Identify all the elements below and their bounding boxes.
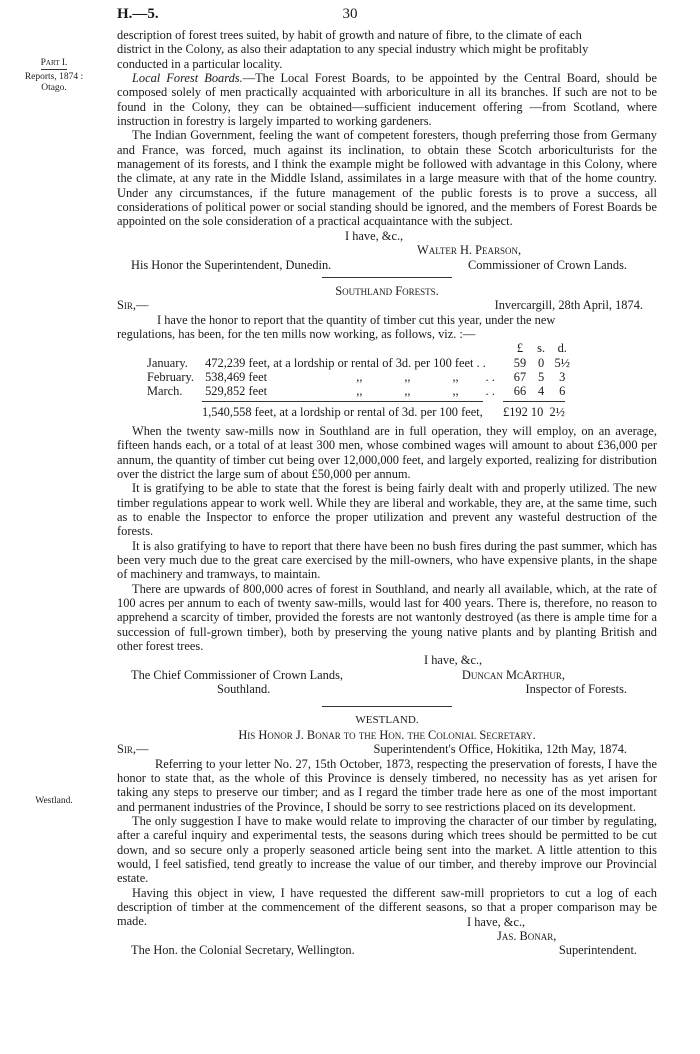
southland-paragraph: It is gratifying to be able to state that the forest is being fairly dealt with and properly utilized. The new timber regulations appear to work well. While they are liberal and workable, they are, at the same time, such as to enable the Inspector to enforce the proper utilization and prevent any wasteful destruction of the forests. [117,481,657,539]
shillings: 5 [538,369,545,384]
ditto-mark: ,, [452,369,459,384]
section-divider [322,277,452,278]
margin-part-label: Part I. [40,58,68,68]
paragraph-text: —The Local Forest Boards, to be appointed by the Central Board, should be composed solely of men practically acquainted with arboriculture in all its branches. If such are not to be found in the Colony, they can be obtained—sufficient inducement offering —from Scotland, where instruction in forestry is largely imparted to working gardeners. [117,71,657,129]
table-row [117,356,657,370]
amount: 538,469 feet [205,369,268,384]
salutation-row [117,298,657,312]
month: March. [147,384,183,399]
pounds-header: £ [516,341,524,356]
addressee: The Chief Commissioner of Crown Lands, [131,667,343,682]
ditto-mark: ,, [404,369,411,384]
paragraph-title: Local Forest Boards. [132,71,243,86]
otago-line: district in the Colony, as also their adaptation to any special industry which might be profitably [117,42,589,57]
westland-paragraph: The only suggestion I have to make would relate to improving the character of our timber by regulating, after a careful inquiry and experimental tests, the seasons during which trees should be permitted to be cut down, and so secure only a properly seasoned article being sent into the market. A little attention to this would, I feel satisfied, tend greatly to increase the value of our timber, and thereby improve our Provincial estate. [117,813,657,886]
southland-paragraph: There are upwards of 800,000 acres of forest in Southland, and nearly all available, which, at the rate of 100 acres per annum to each of twenty saw-mills, would last for 400 years. There is, therefore, no reason to apprehend a scarcity of timber, provided the forests are not wantonly destroyed (as there is ample time for a succession of full-grown timber), both by preserving the young native plants and by planting British and other forest trees. [117,581,657,654]
salutation: Sir,— [117,742,149,757]
signer-title: Superintendent. [558,943,637,958]
intro-line: I have the honor to report that the quantity of timber cut this year, under the new [157,312,556,327]
leader-dots: . . [485,369,495,384]
local-forest-boards-paragraph [117,71,657,128]
signer-name: Duncan McArthur, [461,667,565,682]
salutation-row [117,742,657,756]
month: February. [147,369,195,384]
margin-province-label: Otago. [41,83,67,93]
place-date: Invercargill, 28th April, 1874. [494,298,643,313]
pence: 6 [559,384,566,399]
shillings: 0 [538,355,545,370]
southland-paragraph: When the twenty saw-mills now in Southland are in full operation, they will employ, on an average, fifteen hands each, or a total of at least 300 men, whose combined wages will amount to about £36,000 per annum, the quantity of timber cut being over 12,000,000 feet, and largely exported, realizing for distribution over the district the large sum of about £50,000 per annum. [117,423,657,481]
southland-heading: Southland Forests. [335,283,439,298]
from-line: His Honor J. Bonar to the Hon. the Colonial Secretary. [238,727,536,742]
intro-line: regulations, has been, for the ten mills now working, as follows, viz. :— [117,326,476,341]
pence: 3 [559,369,566,384]
total-money: £192 10 2½ [503,401,565,419]
signer-name: Jas. Bonar, [497,928,557,943]
month: January. [147,355,188,370]
place-date: Superintendent's Office, Hokitika, 12th May, 1874. [373,742,627,757]
table-row [117,370,657,384]
closing: I have, &c., [345,228,404,243]
signature-row [117,682,657,696]
amount: 472,239 feet, at a lordship or rental of 3d. per 100 feet . . [205,355,486,370]
closing: I have, &c., [424,653,483,668]
pounds: 67 [513,369,527,384]
total-row [117,399,657,419]
pence: 5½ [554,355,570,370]
margin-note-westland: Westland. [35,796,73,806]
total-amount: 1,540,558 feet, at a lordship or rental of 3d. per 100 feet, [202,401,483,419]
pence-header: d. [557,341,567,356]
pounds: 66 [513,384,527,399]
ditto-mark: ,, [356,384,363,399]
westland-paragraph: Having this object in view, I have requested the different saw-mill proprietors to cut a log of each description of timber at the commencement of the different seasons, so that a proper comparison may be made. [117,885,657,929]
otago-line: description of forest trees suited, by habit of growth and nature of fibre, to the climate of each [117,28,582,42]
section-divider [322,706,452,707]
ditto-mark: ,, [404,384,411,399]
indian-government-paragraph: The Indian Government, feeling the want of competent foresters, though preferring those from Germany and France, was forced, much against its inclination, to obtain these Scotch arboriculturists for the management of its forests, and I think the example might be followed with advantage in this Colony, where the climate, at any rate in the Middle Island, assimilates in a large measure with that of the home country. Under any circumstances, if the future management of the public forests is to prove a success, all considerations of political power or social standing should be ignored, and the members of Forest Boards be appointed on the sole consideration of a practical acquaintance with the subject. [117,128,657,229]
closing: I have, &c., [467,914,526,929]
westland-paragraph: Referring to your letter No. 27, 15th October, 1873, respecting the preservation of forests, I have the honor to state that, as the whole of this Province is densely timbered, no necessity has as yet arisen for taking any steps to preserve our timber; and as I regard the timber trade here as one of the most important and permanent industries of the Province, I should be sorry to see restrictions placed on its development. [117,756,657,814]
addressee: His Honor the Superintendent, Dunedin. [131,257,332,272]
amount: 529,852 feet [205,384,268,399]
signer-title: Commissioner of Crown Lands. [467,257,627,272]
margin-note-part [16,58,92,94]
ditto-mark: ,, [452,384,459,399]
currency-header-row [117,341,657,355]
page-header-reference: H.—5. [117,6,159,22]
otago-line: conducted in a particular locality. [117,56,283,71]
signature-row [117,668,657,682]
pounds: 59 [513,355,527,370]
signer-title: Inspector of Forests. [525,682,627,697]
margin-reports-label: Reports, 1874 : [24,72,84,82]
shillings-header: s. [537,341,546,356]
addressee: The Hon. the Colonial Secretary, Wellington. [131,943,355,958]
table-row [117,384,657,398]
signer-name: Walter H. Pearson, [417,243,522,258]
salutation: Sir,— [117,298,149,313]
ditto-mark: ,, [356,369,363,384]
document-body [117,28,657,958]
shillings: 4 [538,384,545,399]
addressee: Southland. [217,682,271,697]
westland-heading: WESTLAND. [355,714,419,727]
timber-table [117,341,657,419]
page-number: 30 [342,6,358,22]
signature-row [117,943,657,957]
southland-paragraph: It is also gratifying to have to report that there have been no bush fires during the past summer, which has been very much due to the great care exercised by the mill-owners, who have expensive plants, in the shape of machinery and tramways, to maintain. [117,538,657,582]
leader-dots: . . [485,384,495,399]
signature-row [117,258,657,272]
